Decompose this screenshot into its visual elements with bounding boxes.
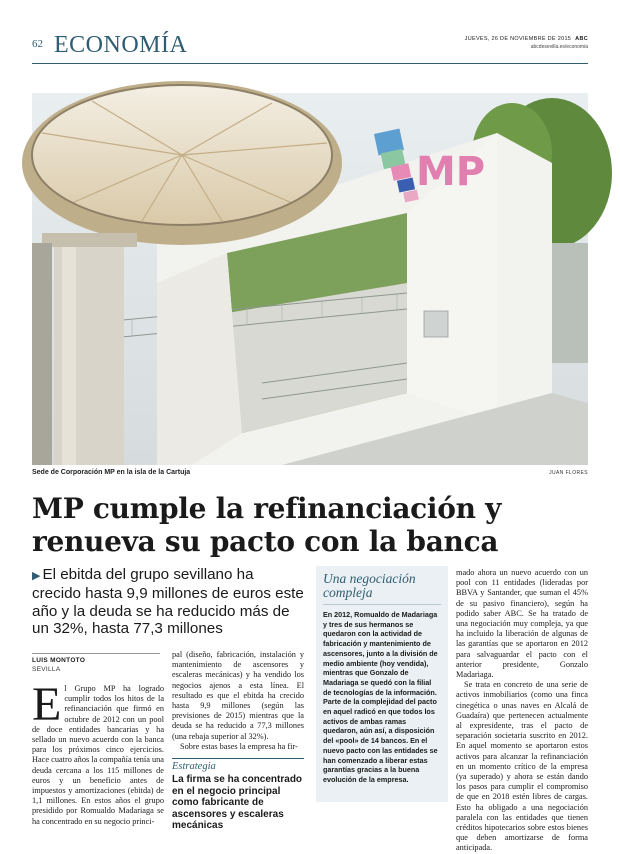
headline-line-2: renueva su pacto con la banca: [32, 525, 499, 558]
author-city: SEVILLA: [32, 666, 61, 673]
header-url: abcdesevilla.es/economia: [530, 44, 588, 50]
mp-sign-text: MP: [416, 149, 486, 195]
byline-rule: [32, 653, 160, 654]
deck: [32, 566, 304, 638]
body-paragraph-2: pal (diseño, fabricación, instalación y mantenimiento de ascensores y escaleras mecánicas) y ha vendido los negocios ajenos a esta línea. El resultado es que el ebitda ha crecido hasta 9,9 millones (según las previsiones de 2015) mientras que la deuda se ha reducido a 77,3 millones (una rebaja superior al 32%).: [172, 650, 304, 741]
body-column-2: [172, 650, 304, 752]
header-date-text: JUEVES, 26 DE NOVIEMBRE DE 2015: [464, 36, 572, 42]
caption-text: Sede de Corporación MP en la isla de la Cartuja: [32, 469, 191, 476]
body-paragraph-4: mado ahora un nuevo acuerdo con un pool con 11 entidades (lideradas por BBVA y Santander, que suman el 45% de su pasivo financiero), según ha podido saber ABC. Se ha tratado de una negociación muy compleja, ya que ha incluido la liberación de algunas de las garantías que se aportaron en 2012 para salvaguardar el pacto con el anterior presidente, Gonzalo Madariaga.: [456, 568, 588, 680]
section-title: ECONOMÍA: [54, 32, 188, 58]
photo-credit: JUAN FLORES: [549, 470, 588, 476]
body-paragraph-3: Sobre estas bases la empresa ha fir-: [180, 741, 298, 751]
sidebar-text: En 2012, Romualdo de Madariaga y tres de sus hermanos se quedaron con la actividad de fabricación y mantenimiento de ascensores, junto a la división de medio ambiente (hoy vendida), mientras que Gonzalo de Madariaga se quedó con la filial de tecnologías de la información. Parte de la complejidad del pacto en aquel radicó en que todos los activos de ambas ramas quedaron, aún así, a disposición del «pool» de 14 bancos. En el nuevo pacto con las entidades se han comenzado a liberar estas garantías gracias a la buena evolución de la empresa.: [323, 610, 438, 784]
headline: [32, 492, 588, 558]
pull-quote-text: La firma se ha concentrado en el negocio principal como fabricante de ascensores y escaleras mecánicas: [172, 774, 303, 832]
page-number: 62: [32, 38, 43, 50]
building-illustration: [32, 93, 588, 465]
page-header: [32, 30, 588, 64]
body-column-1: [32, 678, 164, 827]
deck-text: El ebitda del grupo sevillano ha crecido hasta 9,9 millones de euros este año y la deuda se ha reducido más de un 32%, hasta 77,3 millones: [32, 566, 304, 638]
lead-photo: [32, 93, 588, 465]
author-name: LUIS MONTOTO: [32, 657, 86, 664]
body-column-3: [456, 568, 588, 854]
body-paragraph-1: l Grupo MP ha logrado cumplir todos los hitos de la refinanciación que firmó en octubre de 2012 con un pool de doce entidades bancarias y ha sellado un nuevo acuerdo con la banca para los próximos cinco ejercicios. Hace cuatro años la compañía tenía una deuda cercana a los 115 millones de euros y un beneficio antes de impuestos y amortizaciones (ebitda) de 1,1 millones. En estos años el grupo presidido por Romualdo Madariaga se ha concentrado en su negocio princi-: [32, 684, 164, 826]
body-paragraph-5: Se trata en concreto de una serie de activos inmobiliarios (como una finca cinegética o unas naves en Alcalá de Guadaíra) que pertenecen actualmente al expresidente, tras el pacto de separación societaria suscrito en 2012. En aquel momento se aportaron estos activos para alcanzar la refinanciación en un momento crítico de la empresa (ya superado) y ahora se están dando los pasos para cumplir el compromiso de que en 2018 estén libres de cargas. Esto ha obligado a una negociación paralela con las entidades que tienen créditos hipotecarios sobre estos bienes que deben amortizarse de forma anticipada.: [456, 680, 588, 853]
header-brand: ABC: [575, 36, 588, 42]
pull-quote-label: Estrategia: [172, 758, 304, 772]
header-info: [465, 36, 588, 50]
deck-bullet-icon: ▶: [32, 570, 41, 582]
sidebar-title: Una negociación compleja: [323, 572, 441, 605]
pull-quote: [172, 758, 304, 832]
photo-caption: [32, 467, 588, 479]
drop-cap: E: [32, 678, 62, 731]
headline-line-1: MP cumple la refinanciación y: [32, 492, 502, 525]
header-rule: [32, 63, 588, 64]
header-date: [465, 36, 588, 42]
sidebar-box: [316, 566, 448, 802]
byline: [32, 656, 85, 674]
